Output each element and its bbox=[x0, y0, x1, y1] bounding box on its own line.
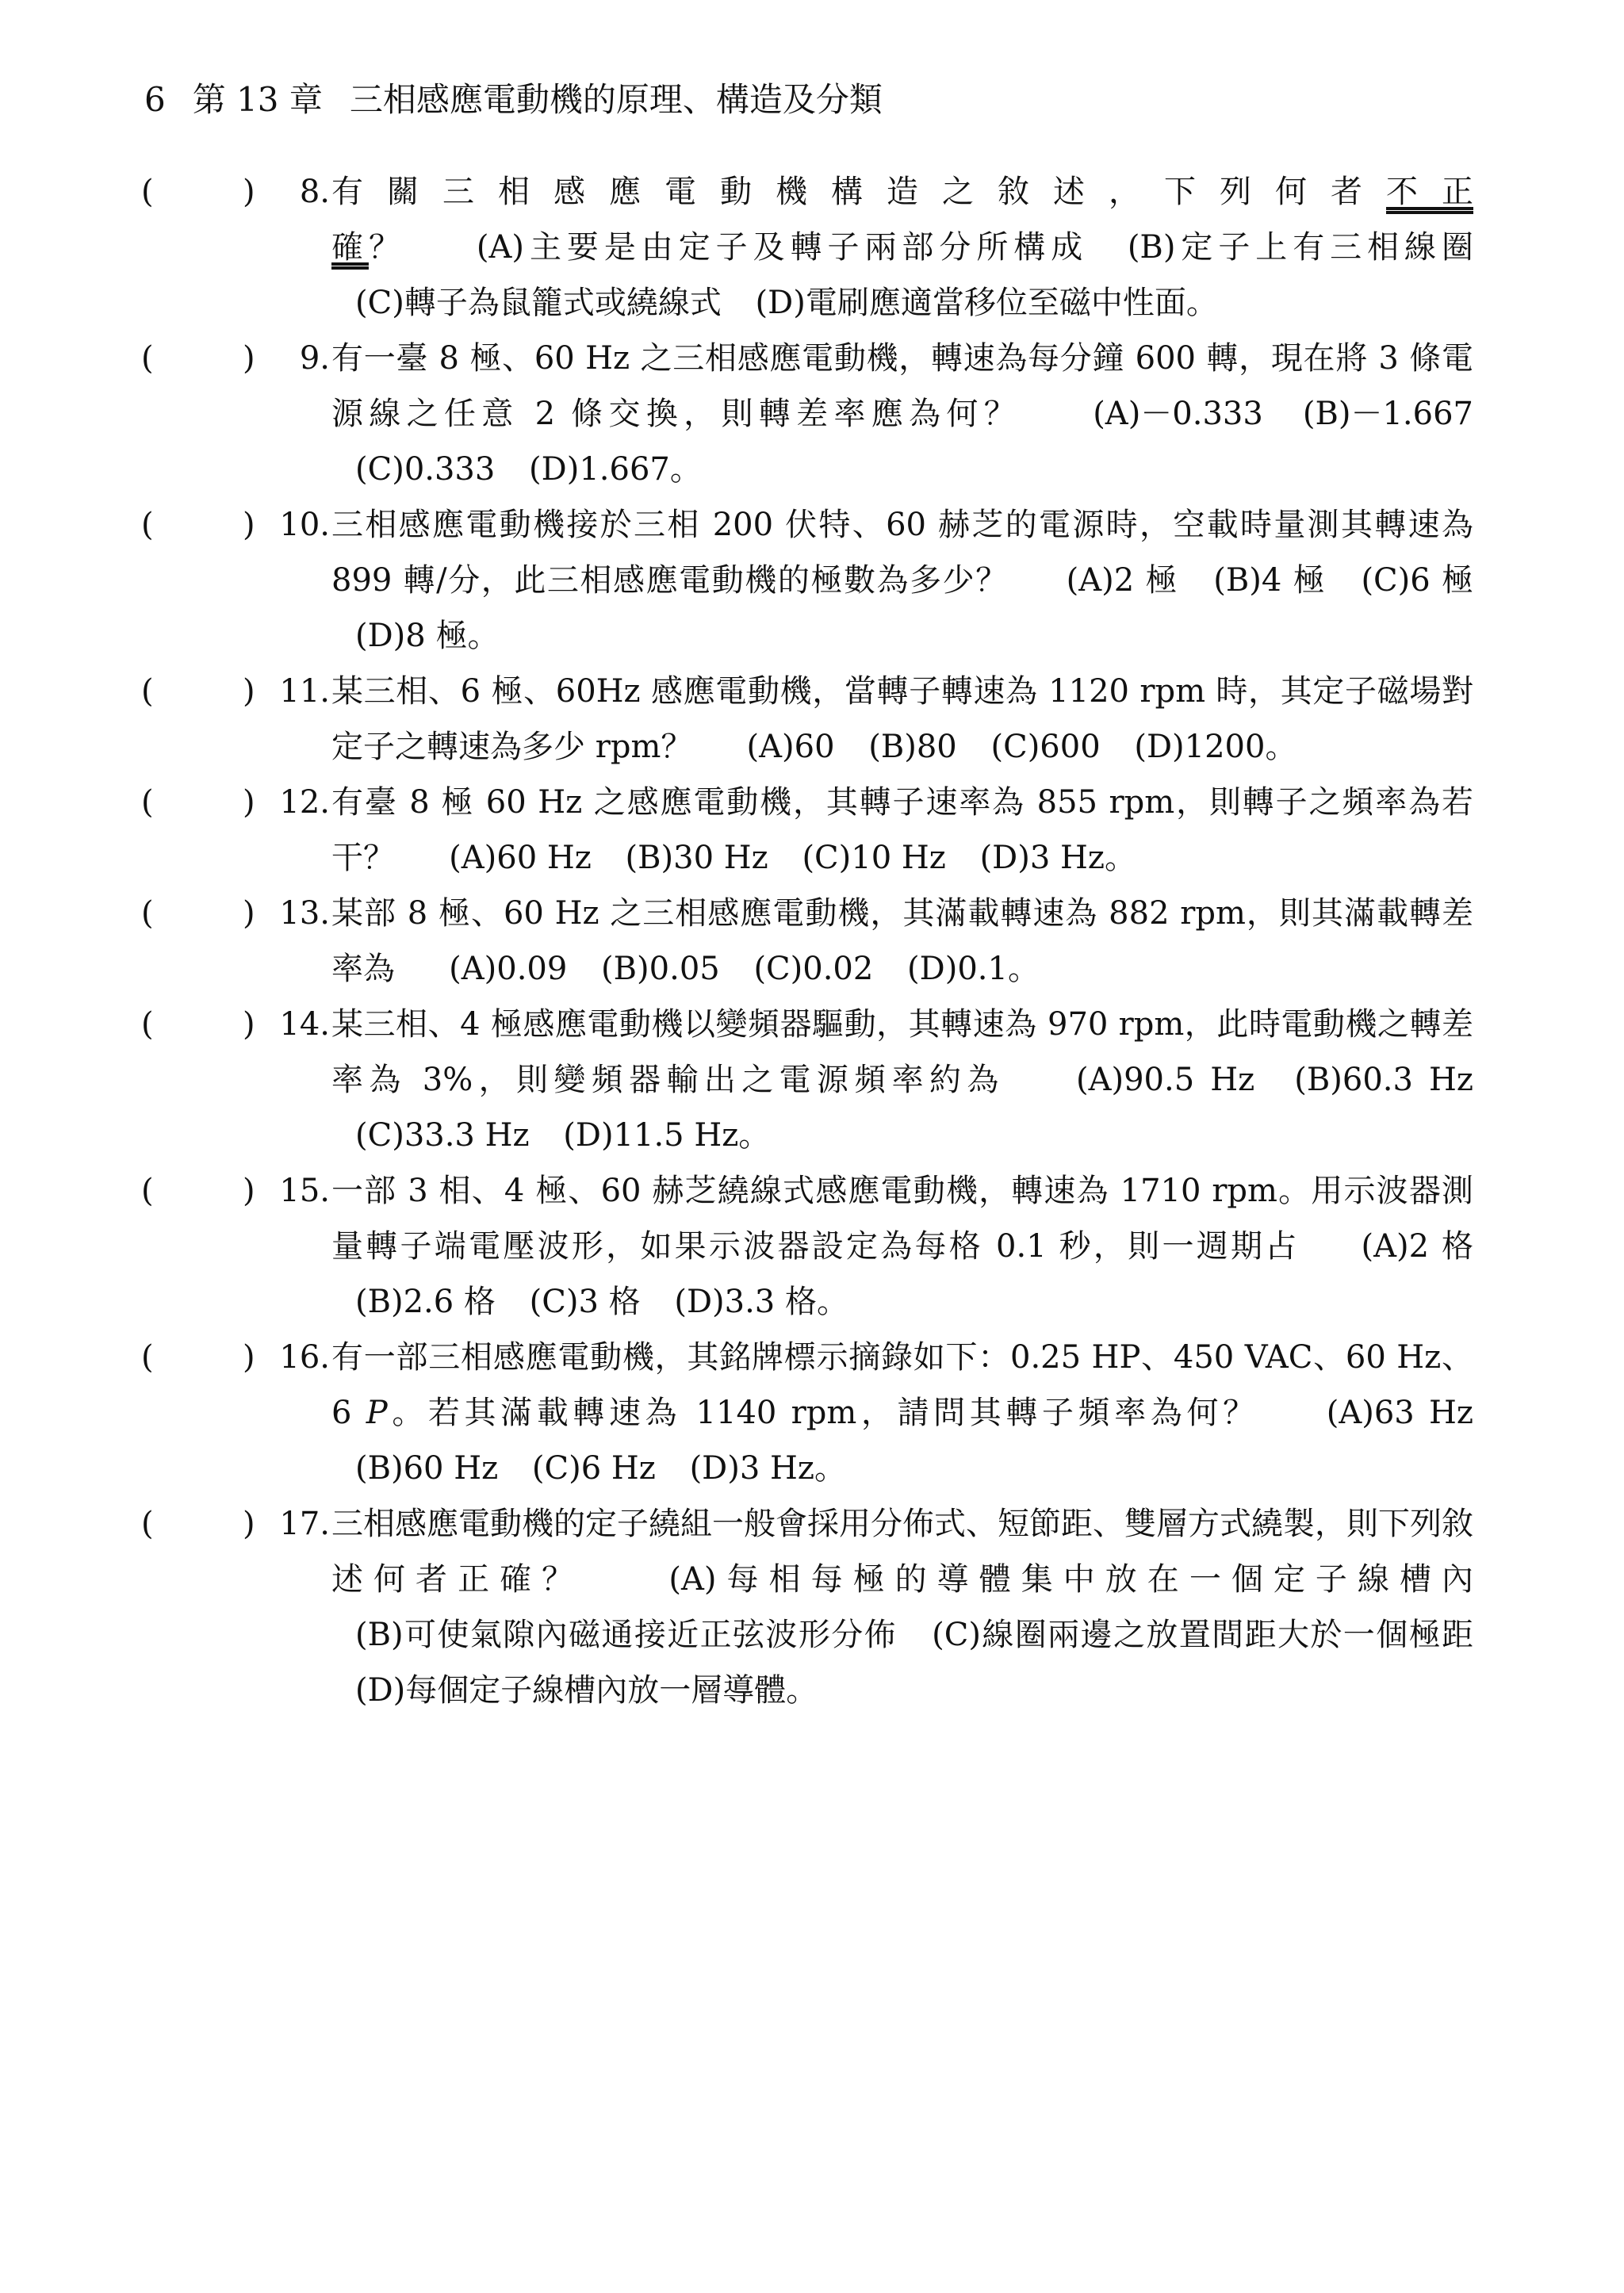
question-16 bbox=[0, 1330, 1624, 1496]
question-13 bbox=[0, 886, 1624, 997]
option-a: (A)60 Hz bbox=[449, 840, 592, 876]
question-12 bbox=[0, 775, 1624, 886]
option-b: (B)60.3 Hz bbox=[1294, 1062, 1474, 1098]
question-text: 某三相、4 極感應電動機以變頻器驅動，其轉速為 970 rpm，此時電動機之轉差率為 3%，則變頻器輸出之電源頻率約為 (A)90.5 Hz (B)60.3 Hz (C)33.3 Hz (D)11.5 Hz。 bbox=[331, 1006, 1474, 1154]
answer-blank-close: ) bbox=[243, 1006, 255, 1043]
question-number: 9. bbox=[299, 340, 330, 377]
option-c: (C)0.02 bbox=[753, 951, 874, 987]
question-number: 8. bbox=[299, 174, 330, 210]
answer-blank-close: ) bbox=[243, 507, 255, 543]
question-14 bbox=[0, 997, 1624, 1163]
option-a: (A)0.09 bbox=[449, 951, 568, 987]
question-11 bbox=[0, 664, 1624, 775]
option-a: (A)每相每極的導體集中放在一個定子線槽內 bbox=[668, 1561, 1473, 1598]
question-text: 某部 8 極、60 Hz 之三相感應電動機，其滿載轉速為 882 rpm，則其滿載轉差率為 (A)0.09 (B)0.05 (C)0.02 (D)0.1。 bbox=[331, 895, 1473, 987]
answer-blank-close: ) bbox=[243, 340, 255, 377]
option-a: (A)90.5 Hz bbox=[1076, 1062, 1255, 1098]
chapter-title: 三相感應電動機的原理、構造及分類 bbox=[349, 80, 883, 119]
answer-blank-close: ) bbox=[243, 784, 255, 821]
chapter-label: 第 13 章 bbox=[192, 80, 323, 119]
option-b: (B)0.05 bbox=[601, 951, 720, 987]
option-d: (D)11.5 Hz。 bbox=[563, 1117, 771, 1154]
question-number: 14. bbox=[279, 1006, 330, 1043]
question-number: 16. bbox=[279, 1339, 330, 1376]
question-text: 某三相、6 極、60Hz 感應電動機，當轉子轉速為 1120 rpm 時，其定子磁場對定子之轉速為多少 rpm？ (A)60 (B)80 (C)600 (D)1200。 bbox=[331, 673, 1473, 765]
option-a: (A)2 極 bbox=[1066, 562, 1178, 599]
page-number: 6 bbox=[144, 80, 166, 119]
option-c: (C)轉子為鼠籠式或繞線式 bbox=[355, 285, 722, 321]
answer-blank-open: ( bbox=[141, 895, 154, 932]
question-number: 11. bbox=[279, 673, 330, 710]
option-d: (D)3 Hz。 bbox=[689, 1450, 846, 1487]
question-text: 有關三相感應電動機構造之敘述，下列何者不正確？ (A)主要是由定子及轉子兩部分所構成 (B)定子上有三相線圈 (C)轉子為鼠籠式或繞線式 (D)電刷應適當移位至磁中性面。 bbox=[331, 174, 1474, 321]
option-c: (C)3 格 bbox=[529, 1284, 641, 1320]
option-b: (B)60 Hz bbox=[355, 1450, 499, 1487]
page-header bbox=[144, 76, 883, 124]
option-a: (A)主要是由定子及轉子兩部分所構成 bbox=[476, 229, 1089, 266]
option-b: (B)80 bbox=[868, 729, 957, 765]
option-b: (B)4 極 bbox=[1213, 562, 1327, 599]
option-c: (C)0.333 bbox=[355, 451, 496, 488]
answer-blank-open: ( bbox=[141, 673, 154, 710]
option-d: (D)3.3 格。 bbox=[674, 1284, 848, 1320]
question-text: 三相感應電動機的定子繞組一般會採用分佈式、短節距、雙層方式繞製，則下列敘述何者正確？ (A)每相每極的導體集中放在一個定子線槽內 (B)可使氣隙內磁通接近正弦波形分佈 (C)線圈兩邊之放置間距大於一個極距 (D)每個定子線槽內放一層導體。 bbox=[331, 1506, 1473, 1709]
option-c: (C)6 Hz bbox=[531, 1450, 656, 1487]
option-d: (D)1200。 bbox=[1134, 729, 1297, 765]
question-text: 三相感應電動機接於三相 200 伏特、60 赫芝的電源時，空載時量測其轉速為 899 轉/分，此三相感應電動機的極數為多少？ (A)2 極 (B)4 極 (C)6 極 (D)8 極。 bbox=[331, 507, 1473, 654]
answer-blank-open: ( bbox=[141, 174, 154, 210]
option-a: (A)2 格 bbox=[1361, 1228, 1473, 1265]
answer-blank-open: ( bbox=[141, 340, 154, 377]
option-c: (C)600 bbox=[990, 729, 1101, 765]
option-b: (B)－1.667 bbox=[1302, 396, 1473, 432]
answer-blank-open: ( bbox=[141, 784, 154, 821]
answer-blank-close: ) bbox=[243, 895, 255, 932]
answer-blank-close: ) bbox=[243, 673, 255, 710]
question-number: 13. bbox=[279, 895, 330, 932]
question-text: 有一部三相感應電動機，其銘牌標示摘錄如下：0.25 HP、450 VAC、60 Hz、6 P。若其滿載轉速為 1140 rpm，請問其轉子頻率為何？ (A)63 Hz (B)60 Hz (C)6 Hz (D)3 Hz。 bbox=[331, 1339, 1474, 1487]
question-9 bbox=[0, 331, 1624, 497]
question-10 bbox=[0, 497, 1624, 664]
option-c: (C)6 極 bbox=[1361, 562, 1473, 599]
question-number: 15. bbox=[279, 1173, 330, 1209]
option-d: (D)電刷應適當移位至磁中性面。 bbox=[755, 285, 1218, 321]
option-b: (B)可使氣隙內磁通接近正弦波形分佈 bbox=[355, 1617, 898, 1653]
answer-blank-close: ) bbox=[243, 1339, 255, 1376]
pole-symbol: P bbox=[366, 1395, 388, 1431]
question-number: 10. bbox=[279, 507, 330, 543]
question-8 bbox=[0, 164, 1624, 331]
question-text: 有臺 8 極 60 Hz 之感應電動機，其轉子速率為 855 rpm，則轉子之頻率為若干？ (A)60 Hz (B)30 Hz (C)10 Hz (D)3 Hz。 bbox=[331, 784, 1473, 876]
question-number: 17. bbox=[279, 1506, 330, 1542]
answer-blank-open: ( bbox=[141, 1339, 154, 1376]
answer-blank-open: ( bbox=[141, 1173, 154, 1209]
option-d: (D)1.667。 bbox=[529, 451, 702, 488]
option-a: (A)60 bbox=[746, 729, 835, 765]
option-a: (A)－0.333 bbox=[1093, 396, 1263, 432]
option-d: (D)0.1。 bbox=[907, 951, 1040, 987]
option-b: (B)30 Hz bbox=[625, 840, 768, 876]
question-17 bbox=[0, 1496, 1624, 1718]
emphasis-not-correct: 不正確 bbox=[331, 174, 1473, 266]
option-c: (C)線圈兩邊之放置間距大於一個極距 bbox=[932, 1617, 1473, 1653]
option-d: (D)每個定子線槽內放一層導體。 bbox=[355, 1672, 818, 1709]
question-list bbox=[0, 164, 1624, 1718]
answer-blank-open: ( bbox=[141, 1506, 154, 1542]
answer-blank-open: ( bbox=[141, 1006, 154, 1043]
option-d: (D)3 Hz。 bbox=[979, 840, 1136, 876]
answer-blank-close: ) bbox=[243, 174, 255, 210]
answer-blank-close: ) bbox=[243, 1173, 255, 1209]
question-number: 12. bbox=[279, 784, 330, 821]
question-text: 有一臺 8 極、60 Hz 之三相感應電動機，轉速為每分鐘 600 轉，現在將 3 條電源線之任意 2 條交換，則轉差率應為何？ (A)－0.333 (B)－1.667 (C)0.333 (D)1.667。 bbox=[331, 340, 1473, 488]
question-15 bbox=[0, 1163, 1624, 1330]
option-b: (B)定子上有三相線圈 bbox=[1127, 229, 1474, 266]
answer-blank-close: ) bbox=[243, 1506, 255, 1542]
question-text: 一部 3 相、4 極、60 赫芝繞線式感應電動機，轉速為 1710 rpm。用示波器測量轉子端電壓波形，如果示波器設定為每格 0.1 秒，則一週期占 (A)2 格 (B)2.6 格 (C)3 格 (D)3.3 格。 bbox=[331, 1173, 1473, 1320]
option-d: (D)8 極。 bbox=[355, 618, 500, 654]
answer-blank-open: ( bbox=[141, 507, 154, 543]
option-a: (A)63 Hz bbox=[1326, 1395, 1474, 1431]
option-c: (C)10 Hz bbox=[802, 840, 946, 876]
option-c: (C)33.3 Hz bbox=[355, 1117, 530, 1154]
option-b: (B)2.6 格 bbox=[355, 1284, 496, 1320]
